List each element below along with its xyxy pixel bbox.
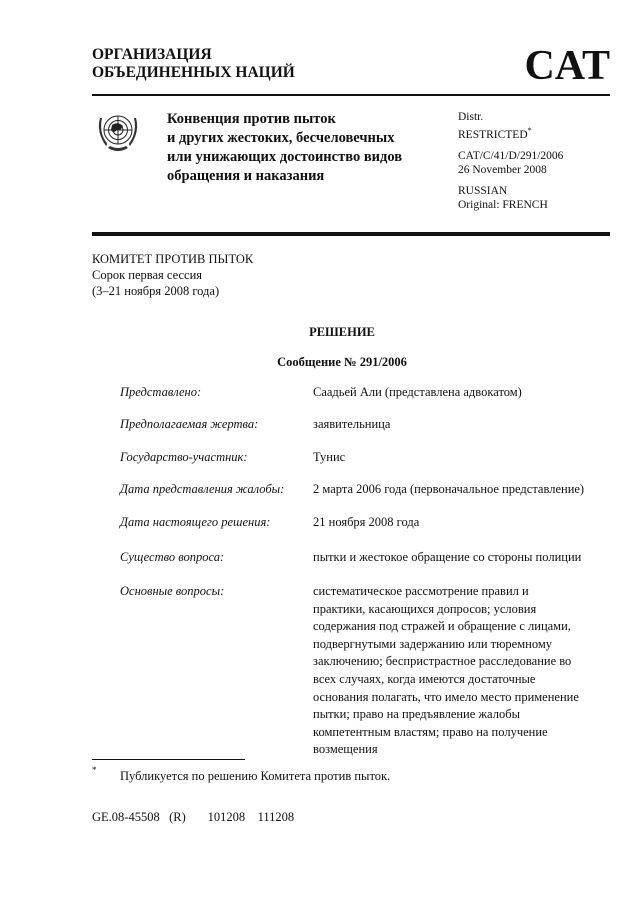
field-value: пытки и жестокое обращение со стороны полиции [313,550,582,564]
convention-title [167,110,402,186]
field-value: Тунис [313,450,346,464]
org-line-1: ОРГАНИЗАЦИЯ [92,46,212,63]
title-line: и других жестоких, бесчеловечных [167,130,395,146]
distribution-label: Distr. [458,111,484,123]
un-emblem-icon [94,108,142,156]
organization-name [92,46,295,82]
document-symbol-cat: CAT [524,43,610,89]
job-number: GE.08-45508 (R) 101208 111208 [92,810,295,824]
footnote-mark: * [92,765,97,775]
header-divider [92,94,610,96]
field-label: Дата настоящего решения: [120,515,271,529]
document-code: CAT/C/41/D/291/2006 [458,149,564,162]
field-label: Дата представления жалобы: [120,482,285,496]
decision-heading: РЕШЕНИЕ [309,325,375,339]
footnote-ref: * [527,126,532,135]
footnote-text: Публикуется по решению Комитета против пыток. [120,769,391,783]
field-value: 21 ноября 2008 года [313,515,420,529]
document-language: RUSSIAN [458,184,508,197]
field-label: Представлено: [120,385,202,399]
title-line: обращения и наказания [167,168,325,184]
title-line: Конвенция против пыток [167,111,336,127]
field-label: Существо вопроса: [120,550,225,564]
title-line: или унижающих достоинство видов [167,149,403,165]
committee-info [92,251,253,299]
communication-number: Сообщение № 291/2006 [277,355,407,369]
field-label: Предполагаемая жертва: [120,417,259,431]
field-value: заявительница [313,417,391,431]
org-line-2: ОБЪЕДИНЕННЫХ НАЦИЙ [92,64,295,81]
session-dates: (3–21 ноября 2008 года) [92,284,220,298]
original-language: Original: FRENCH [458,198,548,211]
header-bottom-divider [92,232,610,236]
committee-name: КОМИТЕТ ПРОТИВ ПЫТОК [92,252,254,266]
footnote-divider [92,759,245,760]
session: Сорок первая сессия [92,268,203,282]
field-label: Государство-участник: [120,450,248,464]
document-date: 26 November 2008 [458,163,547,176]
field-label: Основные вопросы: [120,584,225,598]
field-value: Саадьей Али (представлена адвокатом) [313,385,522,399]
restriction [458,124,563,142]
field-value: систематическое рассмотрение правил и практики, касающихся допросов; условия содержания под стражей и обращение с лицами, подвергнутыми задержанию или тюремному заключению; беспристрастное расследование во всех случаях, когда имеются достаточные основания полагать, что имело место применение пытки; право на предъявление жалобы компетентным властям; право на получение возмещения [313,584,579,757]
restriction-text: RESTRICTED [458,128,528,141]
document-metadata [458,110,563,219]
field-value: 2 марта 2006 года (первоначальное представление) [313,482,585,496]
